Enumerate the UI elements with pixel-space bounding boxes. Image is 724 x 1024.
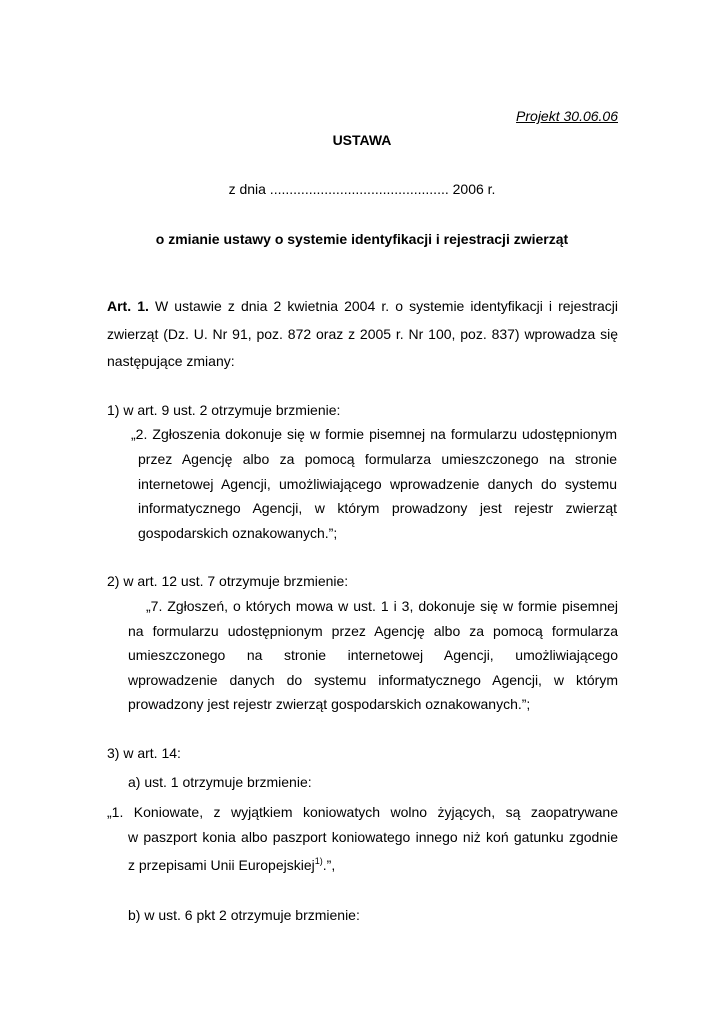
item1-line-3: internetowej Agencji, umożliwiającego wprowadzenie danych do systemu <box>138 476 617 492</box>
item3-intro: 3) w art. 14: <box>107 745 181 761</box>
item3-line-3: z przepisami Unii Europejskiej$^{1)}$.”, <box>128 856 336 873</box>
footnote-ref: 1) <box>314 856 323 866</box>
item2-line-1: „7. Zgłoszeń, o których mowa w ust. 1 i 3, dokonuje się w formie pisemnej <box>146 598 618 614</box>
item1-intro: 1) w art. 9 ust. 2 otrzymuje brzmienie: <box>107 402 341 418</box>
art1-label: Art. 1. <box>107 298 149 314</box>
art1-line-2: zwierząt (Dz. U. Nr 91, poz. 872 oraz z 2005 r. Nr 100, poz. 837) wprowadza się <box>107 326 618 342</box>
item1-line-2: przez Agencję albo za pomocą formularza umieszczonego na stronie <box>138 451 617 467</box>
item3-line-1: „1. Koniowate, z wyjątkiem koniowatych wolno żyjących, są zaopatrywane <box>107 804 618 820</box>
date-line: z dnia .............................................. 2006 r. <box>228 181 496 197</box>
project-date: Projekt 30.06.06 <box>516 108 618 124</box>
item2-line-4: wprowadzenie danych do systemu informatycznego Agencji, w którym <box>128 672 618 688</box>
item3-sub-b: b) w ust. 6 pkt 2 otrzymuje brzmienie: <box>128 907 360 923</box>
item2-intro: 2) w art. 12 ust. 7 otrzymuje brzmienie: <box>107 573 349 589</box>
item2-line-5: prowadzony jest rejestr zwierząt gospodarskich oznakowanych.”; <box>128 696 531 712</box>
art1-line-3: następujące zmiany: <box>107 353 235 369</box>
document-subject: o zmianie ustawy o systemie identyfikacji i rejestracji zwierząt <box>155 231 569 247</box>
art1-line-1: Art. 1. W ustawie z dnia 2 kwietnia 2004 r. o systemie identyfikacji i rejestracji <box>107 298 619 314</box>
document-title: USTAWA <box>332 132 392 148</box>
item3-sub-a: a) ust. 1 otrzymuje brzmienie: <box>128 774 312 790</box>
item1-line-4: informatycznego Agencji, w którym prowadzony jest rejestr zwierząt <box>138 500 617 516</box>
item1-line-1: „2. Zgłoszenia dokonuje się w formie pisemnej na formularzu udostępnionym <box>131 426 617 442</box>
item2-line-3: umieszczonego na stronie internetowej Agencji, umożliwiającego <box>128 647 618 663</box>
item3-line-2: w paszport konia albo paszport koniowatego innego niż koń gatunku zgodnie <box>128 829 618 845</box>
item2-line-2: na formularzu udostępnionym przez Agencję albo za pomocą formularza <box>128 623 618 639</box>
item1-line-5: gospodarskich oznakowanych.”; <box>138 525 338 541</box>
